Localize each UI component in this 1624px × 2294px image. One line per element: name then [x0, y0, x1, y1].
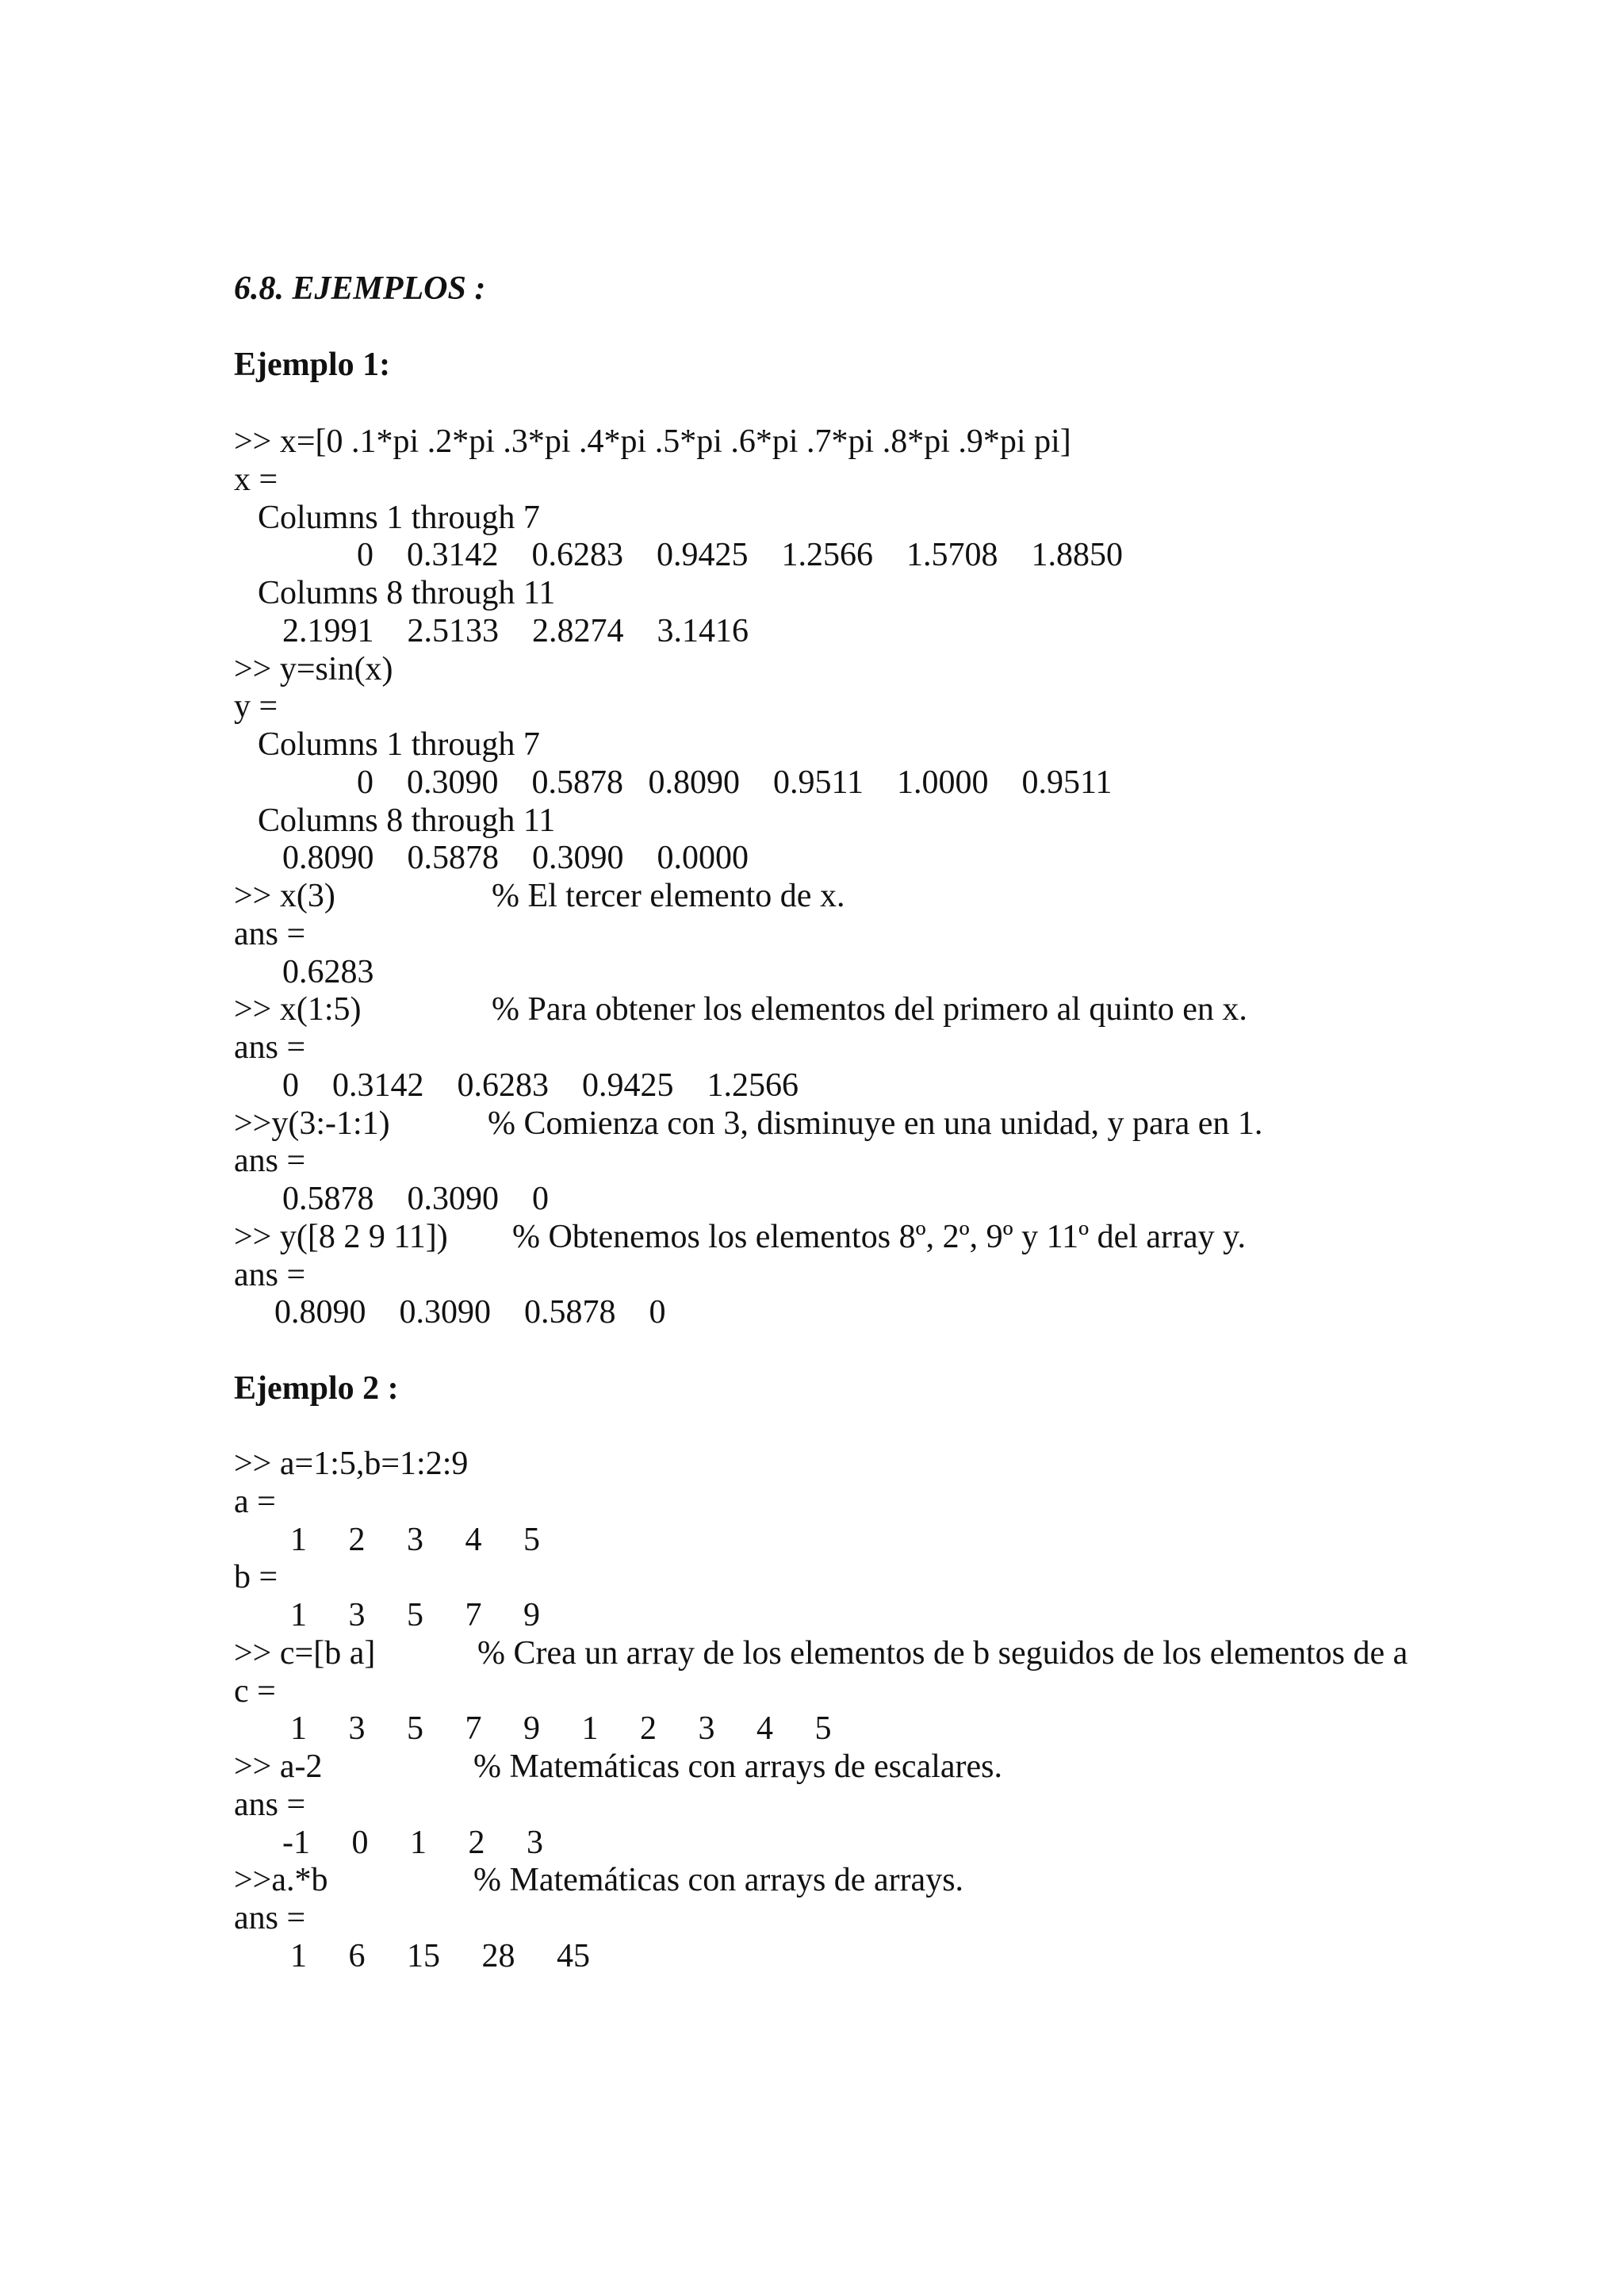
output-line: 0.5878 0.3090 0 [282, 1181, 549, 1217]
output-line: ans = [234, 1143, 306, 1179]
output-line: x = [234, 461, 278, 498]
code-line: >> a=1:5,b=1:2:9 [234, 1446, 469, 1482]
output-line: c = [234, 1673, 276, 1710]
code-line: >> c=[b a] [234, 1635, 376, 1672]
output-line: 1 3 5 7 9 [290, 1597, 540, 1633]
code-comment: % Para obtener los elementos del primero al quinto en x. [492, 991, 1247, 1028]
output-line: a = [234, 1484, 276, 1520]
code-line: >> x(1:5) [234, 991, 362, 1028]
output-line: 0.6283 [282, 954, 374, 990]
output-line: ans = [234, 916, 306, 952]
code-comment: % Matemáticas con arrays de escalares. [473, 1748, 1002, 1785]
output-line: 0.8090 0.3090 0.5878 0 [274, 1294, 666, 1331]
code-comment: % Crea un array de los elementos de b seguidos de los elementos de a [477, 1635, 1408, 1672]
output-line: 2.1991 2.5133 2.8274 3.1416 [282, 613, 749, 649]
output-line: 1 6 15 28 45 [290, 1938, 590, 1974]
code-line: >> a-2 [234, 1748, 323, 1785]
example-2-title: Ejemplo 2 : [234, 1370, 399, 1407]
code-comment: % Obtenemos los elementos 8º, 2º, 9º y 11º del array y. [512, 1219, 1246, 1255]
code-comment: % El tercer elemento de x. [492, 878, 845, 914]
code-line: >> x(3) [234, 878, 335, 914]
code-line: >>a.*b [234, 1862, 328, 1898]
code-line: >> y([8 2 9 11]) [234, 1219, 448, 1255]
output-line: b = [234, 1559, 278, 1595]
example-1-title: Ejemplo 1: [234, 347, 391, 383]
code-line: >> x=[0 .1*pi .2*pi .3*pi .4*pi .5*pi .6*pi .7*pi .8*pi .9*pi pi] [234, 423, 1071, 460]
code-comment: % Comienza con 3, disminuye en una unidad, y para en 1. [488, 1105, 1263, 1142]
code-line: >> y=sin(x) [234, 651, 393, 687]
output-line: ans = [234, 1029, 306, 1066]
output-line: 0.8090 0.5878 0.3090 0.0000 [282, 840, 749, 876]
output-line: ans = [234, 1257, 306, 1293]
output-line: 0 0.3090 0.5878 0.8090 0.9511 1.0000 0.9511 [357, 764, 1113, 801]
output-line: Columns 8 through 11 [258, 575, 556, 611]
output-line: 1 2 3 4 5 [290, 1522, 540, 1558]
output-line: 0 0.3142 0.6283 0.9425 1.2566 1.5708 1.8850 [357, 537, 1123, 573]
output-line: ans = [234, 1787, 306, 1823]
output-line: y = [234, 688, 278, 725]
output-line: -1 0 1 2 3 [282, 1825, 543, 1861]
output-line: ans = [234, 1900, 306, 1936]
output-line: Columns 1 through 7 [258, 726, 540, 763]
output-line: Columns 8 through 11 [258, 802, 556, 839]
output-line: 0 0.3142 0.6283 0.9425 1.2566 [282, 1067, 799, 1104]
section-title: 6.8. EJEMPLOS : [234, 270, 486, 307]
code-line: >>y(3:-1:1) [234, 1105, 390, 1142]
output-line: Columns 1 through 7 [258, 500, 540, 536]
output-line: 1 3 5 7 9 1 2 3 4 5 [290, 1710, 832, 1747]
code-comment: % Matemáticas con arrays de arrays. [473, 1862, 964, 1898]
